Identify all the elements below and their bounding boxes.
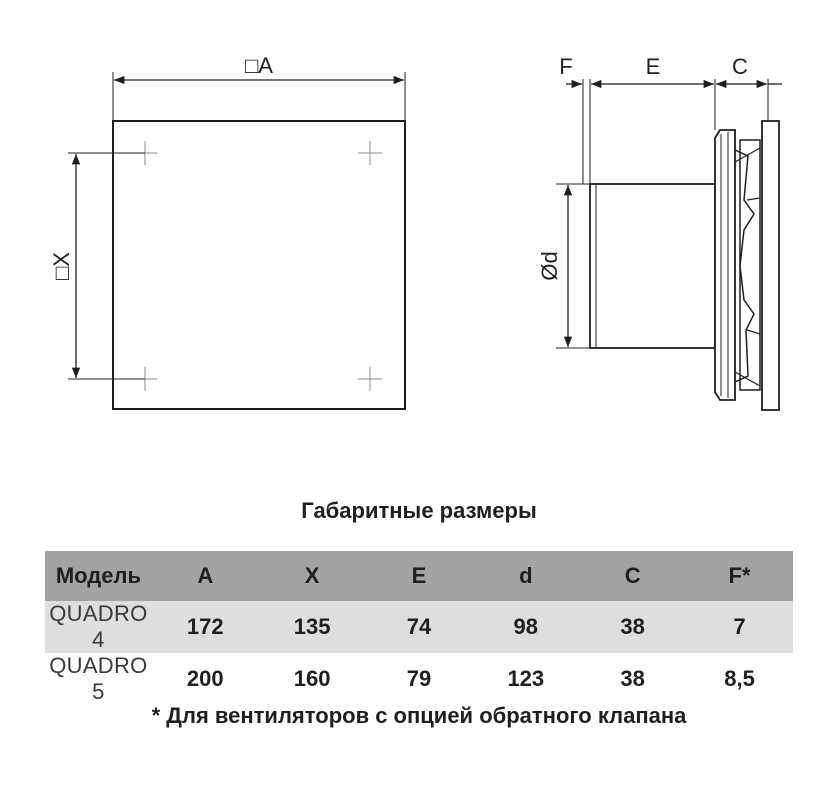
header-model: Модель — [55, 563, 142, 588]
cell-c: 38 — [620, 614, 645, 639]
header-x: X — [304, 563, 320, 588]
header-f: F* — [728, 563, 751, 588]
mount-cross-bottom-right — [358, 367, 382, 391]
front-panel-outline — [113, 121, 405, 409]
dimensions-table — [45, 551, 793, 705]
header-a: A — [197, 563, 214, 588]
cell-model: QUADRO 4 — [49, 601, 148, 652]
housing-flange — [715, 130, 735, 400]
d-label: Ød — [537, 251, 562, 281]
cell-model: QUADRO 5 — [49, 653, 148, 704]
front-panel-side — [762, 121, 779, 410]
header-e: E — [411, 563, 427, 588]
cell-a: 172 — [186, 614, 224, 639]
footnote: * Для вентиляторов с опцией обратного клапана — [151, 703, 687, 728]
cell-d: 98 — [513, 614, 539, 639]
cell-x: 160 — [293, 666, 331, 691]
table-row — [45, 601, 793, 653]
impeller-profile — [735, 150, 754, 382]
width-label: □A — [245, 53, 273, 78]
table-header-row — [45, 551, 793, 601]
cell-x: 135 — [293, 614, 331, 639]
cell-c: 38 — [620, 666, 645, 691]
cell-f: 8,5 — [724, 666, 755, 691]
c-label: C — [732, 54, 748, 79]
header-c: C — [624, 563, 641, 588]
side-view — [556, 79, 782, 410]
cell-e: 79 — [406, 666, 432, 691]
duct-spigot — [590, 184, 715, 348]
cell-f: 7 — [733, 614, 746, 639]
table-title: Габаритные размеры — [301, 498, 537, 523]
front-view — [49, 53, 405, 409]
cell-d: 123 — [507, 666, 545, 691]
housing-body — [740, 140, 760, 390]
mount-cross-top-right — [358, 141, 382, 165]
f-label: F — [559, 54, 573, 79]
table-row — [45, 653, 793, 705]
cell-e: 74 — [406, 614, 432, 639]
mounting-hole-marks — [133, 141, 382, 391]
e-label: E — [645, 54, 661, 79]
cell-a: 200 — [186, 666, 224, 691]
header-d: d — [519, 563, 533, 588]
mount-label: □X — [49, 252, 74, 280]
